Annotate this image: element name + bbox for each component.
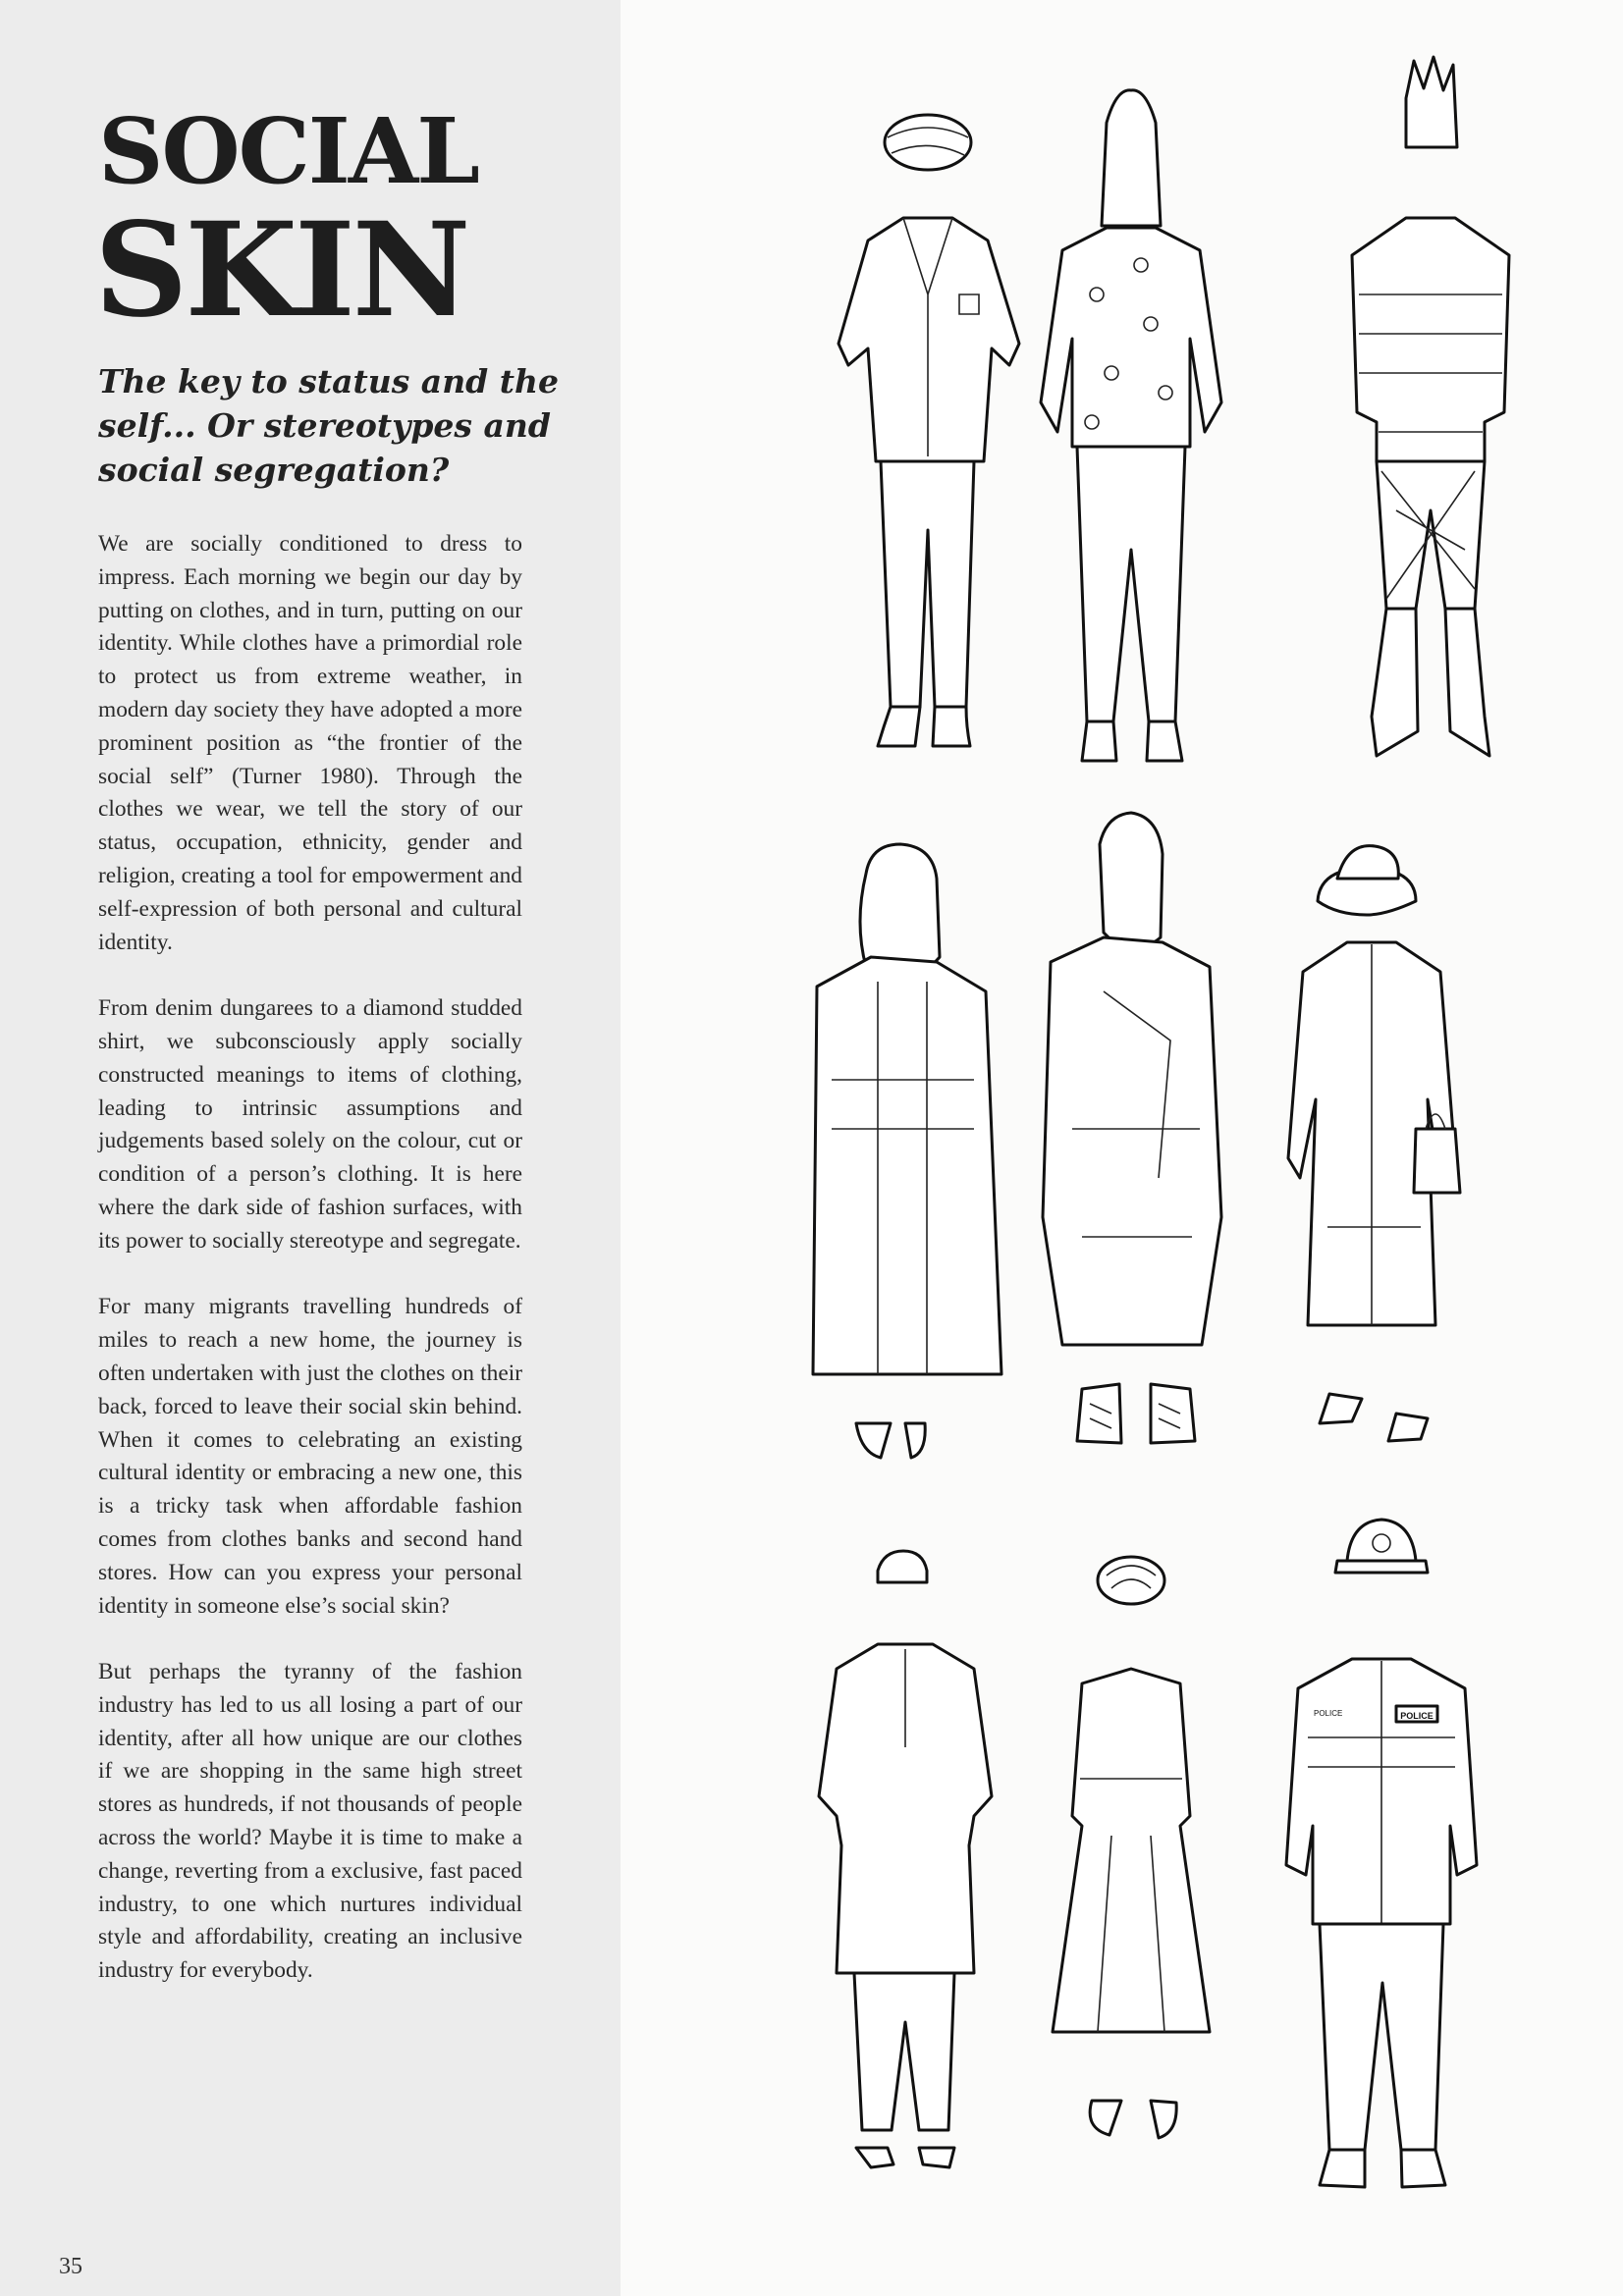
kurta-outfit xyxy=(819,1551,992,2167)
paragraph: From denim dungarees to a diamond studded shirt, we subconsciously apply socially constructed meanings to items of clothing, leading to intrinsic assumptions and judgements based solely on the colour, cut or condition of a person’s clothing. It is here where the dark side of fashion surfaces, with its power to socially stereotype and segregate. xyxy=(98,995,522,1254)
subtitle: The key to status and the self... Or stereotypes and social segregation? xyxy=(98,362,559,489)
article-body xyxy=(98,528,522,2021)
hijab-outfit xyxy=(813,844,1001,1458)
paragraph: But perhaps the tyranny of the fashion industry has led to us all losing a part of our identity, after all how unique are our clothes if we are shopping in the same high street stores as hundreds, if not thousands of people across the world? Maybe it is time to make a change, reverting from a exclusive, fast paced industry, to one which nurtures individual style and affordability, creating an inclusive industry for everybody. xyxy=(98,1659,522,1984)
paragraph: We are socially conditioned to dress to impress. Each morning we begin our day by putting on clothes, and in turn, putting on our identity. While clothes have a primordial role to protect us from extreme weather, in modern day society they have adopted a more prominent position as “the frontier of the social self” (Turner 1980). Through the clothes we wear, we tell the story of our status, occupation, ethnicity, gender and religion, creating a tool for empowerment and self-expression of both personal and cultural identity. xyxy=(98,531,522,955)
police-outfit xyxy=(1286,1520,1477,2187)
punk-outfit xyxy=(1352,57,1509,756)
page-number: 35 xyxy=(59,2254,82,2279)
title-social: SOCIAL xyxy=(98,98,478,204)
suit-outfit xyxy=(839,115,1019,746)
paragraph: For many migrants travelling hundreds of miles to reach a new home, the journey is often undertaken with just the clothes on their back, forced to leave their social skin behind. When it comes to celebrating an existing cultural identity or embracing a new one, this is a tricky task when affordable fashion comes from clothes banks and second hand stores. How can you express your personal identity in someone else’s social skin? xyxy=(98,1294,522,1619)
floral-outfit xyxy=(1041,90,1221,761)
worn-outfit xyxy=(1043,813,1221,1443)
dress-outfit xyxy=(1053,1557,1210,2138)
title-skin: SKIN xyxy=(94,194,468,347)
text-column xyxy=(0,0,621,2296)
police-chest-badge: POLICE xyxy=(1400,1711,1434,1721)
police-sleeve-badge: POLICE xyxy=(1314,1709,1343,1718)
paper-doll-illustration xyxy=(621,0,1623,2296)
coat-outfit xyxy=(1288,846,1460,1441)
